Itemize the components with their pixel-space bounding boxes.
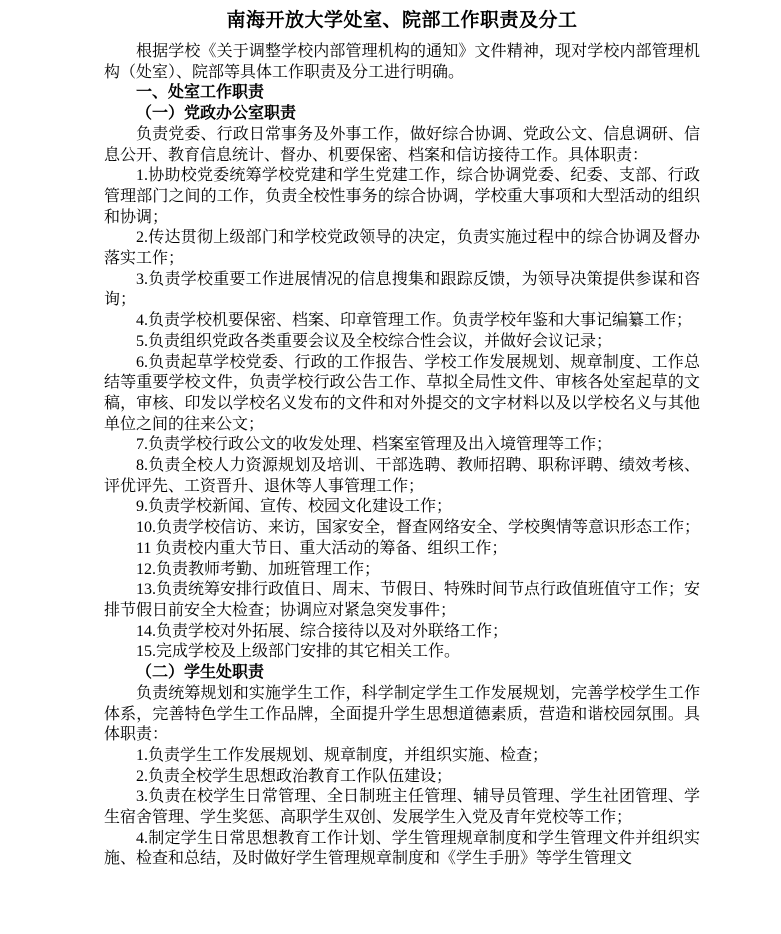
document-content	[104, 8, 700, 870]
document-title: 南海开放大学处室、院部工作职责及分工	[226, 10, 578, 31]
paragraph: 8.负责全校人力资源规划及培训、干部选聘、教师招聘、职称评聘、绩效考核、评优评先、工资晋升、退休等人事管理工作；	[104, 457, 700, 495]
paragraph: 6.负责起草学校党委、行政的工作报告、学校工作发展规划、规章制度、工作总结等重要学校文件，负责学校行政公告工作、草拟全局性文件、审核各处室起草的文稿，审核、印发以学校名义发布的文件和对外提交的文字材料以及以学校名义与其他单位之间的往来公文；	[104, 353, 700, 433]
paragraph: 5.负责组织党政各类重要会议及全校综合性会议，并做好会议记录；	[136, 332, 613, 350]
paragraph: 13.负责统筹安排行政值日、周末、节假日、特殊时间节点行政值班值守工作；安排节假日前安全大检查；协调应对紧急突发事件；	[104, 581, 701, 619]
section-heading: （一）党政办公室职责	[136, 105, 297, 123]
paragraph: 3.负责在校学生日常管理、全日制班主任管理、辅导员管理、学生社团管理、学生宿舍管理、学生奖惩、高职学生双创、发展学生入党及青年党校等工作；	[104, 788, 700, 827]
paragraph: 4.负责学校机要保密、档案、印章管理工作。负责学校年鉴和大事记编纂工作；	[136, 312, 693, 330]
paragraph: 2.负责全校学生思想政治教育工作队伍建设；	[136, 767, 453, 785]
paragraph: 根据学校《关于调整学校内部管理机构的通知》文件精神，现对学校内部管理机构（处室）、院部等具体工作职责及分工进行明确。	[104, 43, 700, 81]
paragraph: 2.传达贯彻上级部门和学校党政领导的决定，负责实施过程中的综合协调及督办落实工作；	[104, 229, 700, 268]
paragraph: 负责统筹规划和实施学生工作，科学制定学生工作发展规划，完善学校学生工作体系，完善特色学生工作品牌，全面提升学生思想道德素质，营造和谐校园氛围。具体职责：	[104, 684, 700, 744]
paragraph: 9.负责学校新闻、宣传、校园文化建设工作；	[136, 498, 453, 516]
section-heading: （二）学生处职责	[136, 664, 265, 682]
paragraph: 4.制定学生日常思想教育工作计划、学生管理规章制度和学生管理文件并组织实施、检查和总结，及时做好学生管理规章制度和《学生手册》等学生管理文	[104, 829, 700, 868]
document-body	[104, 42, 700, 870]
paragraph: 1.协助校党委统筹学校党建和学生党建工作，综合协调党委、纪委、支部、行政管理部门之间的工作，负责全校性事务的综合协调，学校重大事项和大型活动的组织和协调；	[104, 167, 700, 226]
paragraph: 12.负责教师考勤、加班管理工作；	[136, 560, 381, 578]
paragraph: 14.负责学校对外拓展、综合接待以及对外联络工作；	[136, 622, 509, 640]
paragraph: 1.负责学生工作发展规划、规章制度，并组织实施、检查；	[136, 746, 549, 764]
paragraph: 10.负责学校信访、来访，国家安全，督查网络安全、学校舆情等意识形态工作；	[136, 519, 701, 537]
paragraph: 3.负责学校重要工作进展情况的信息搜集和跟踪反馈，为领导决策提供参谋和咨询；	[104, 270, 700, 309]
section-heading: 一、处室工作职责	[136, 84, 265, 102]
paragraph: 15.完成学校及上级部门安排的其它相关工作。	[136, 643, 461, 661]
paragraph: 7.负责学校行政公文的收发处理、档案室管理及出入境管理等工作；	[136, 436, 613, 454]
paragraph: 负责党委、行政日常事务及外事工作，做好综合协调、党政公文、信息调研、信息公开、教育信息统计、督办、机要保密、档案和信访接待工作。具体职责：	[104, 125, 700, 164]
paragraph: 11 负责校内重大节日、重大活动的筹备、组织工作；	[136, 539, 508, 557]
